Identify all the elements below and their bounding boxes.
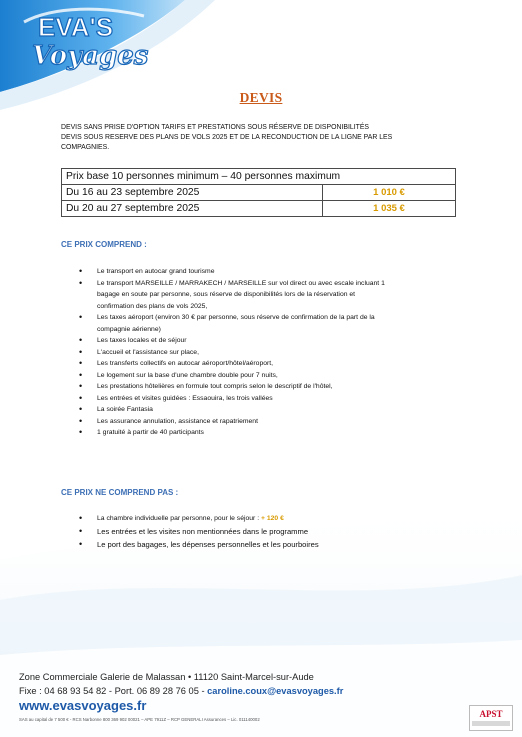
includes-list (79, 266, 459, 439)
date-cell: Du 16 au 23 septembre 2025 (62, 185, 323, 201)
table-row (62, 185, 456, 201)
footer-phones: Fixe : 04 68 93 54 82 - Port. 06 89 28 76 05 - (19, 686, 208, 696)
list-item: • Les prestations hôtelières en formule tout compris selon le descriptif de l'hôtel, (79, 381, 459, 393)
excludes-list (79, 512, 459, 551)
list-item: • Les assurance annulation, assistance et rapatriement (79, 416, 459, 428)
footer-address: Zone Commerciale Galerie de Malassan • 11120 Saint-Marcel-sur-Aude (19, 672, 314, 682)
footer-contact (19, 686, 343, 696)
logo-bottom-text: Voyages (32, 41, 149, 71)
list-item: • Le port des bagages, les dépenses personnelles et les pourboires (79, 538, 459, 551)
excludes-heading: CE PRIX NE COMPREND PAS : (61, 488, 179, 497)
price-cell: 1 035 € (323, 201, 456, 217)
intro-line: DEVIS SANS PRISE D'OPTION TARIFS ET PRESTATIONS SOUS RÉSERVE DE DISPONIBILITÉS (61, 124, 370, 131)
list-item: • L'accueil et l'assistance sur place, (79, 347, 459, 359)
list-item: • Les entrées et les visites non mentionnées dans le programme (79, 525, 459, 538)
evas-voyages-logo (4, 4, 154, 84)
list-item: • Les taxes locales et de séjour (79, 335, 459, 347)
list-item: • La chambre individuelle par personne, pour le séjour : + 120 € (79, 512, 459, 525)
intro-text (61, 123, 461, 153)
intro-line: DEVIS SOUS RESERVE DES PLANS DE VOLS 2025 ET DE LA RECONDUCTION DE LA LIGNE PAR LES (61, 134, 393, 141)
date-cell: Du 20 au 27 septembre 2025 (62, 201, 323, 217)
list-item: • Les taxes aéroport (environ 30 € par personne, sous réserve de confirmation de la part de la compagnie aérienne) (79, 312, 459, 335)
price-table-header: Prix base 10 personnes minimum – 40 personnes maximum (62, 169, 456, 185)
price-table-header-row (62, 169, 456, 185)
page-title: DEVIS (239, 90, 283, 105)
price-table (61, 168, 456, 217)
table-row (62, 201, 456, 217)
list-item: • Les entrées et visites guidées : Essaouira, les trois vallées (79, 393, 459, 405)
apst-badge (469, 705, 513, 731)
single-room-supplement: + 120 € (260, 515, 284, 522)
list-item: • Les transferts collectifs en autocar aéroport/hôtel/aéroport, (79, 358, 459, 370)
list-item: • Le transport MARSEILLE / MARRAKECH / MARSEILLE sur vol direct ou avec escale incluant 1 bagage en soute par personne, sous réserve de disponibilités lors de la réservation et confirmation des plans de vols 2025, (79, 278, 459, 313)
list-item: • Le logement sur la base d'une chambre double pour 7 nuits, (79, 370, 459, 382)
website-link[interactable]: www.evasvoyages.fr (19, 698, 147, 713)
logo-top-text: EVA'S (38, 12, 114, 42)
list-item: • La soirée Fantasia (79, 404, 459, 416)
footer-legal: SAS au capital de 7 500 € - RCS Narbonne 800 369 902 00021 – APE 7911Z – RCP GENERALI Assurances – Lic. 011140002 (19, 717, 260, 722)
includes-heading: CE PRIX COMPREND : (61, 240, 147, 249)
list-item: • 1 gratuité à partir de 40 participants (79, 427, 459, 439)
apst-subline (472, 721, 510, 726)
price-cell: 1 010 € (323, 185, 456, 201)
intro-line: COMPAGNIES. (61, 144, 110, 151)
email-link[interactable]: caroline.coux@evasvoyages.fr (207, 686, 344, 696)
apst-label: APST (479, 709, 503, 719)
list-item: • Le transport en autocar grand tourisme (79, 266, 459, 278)
